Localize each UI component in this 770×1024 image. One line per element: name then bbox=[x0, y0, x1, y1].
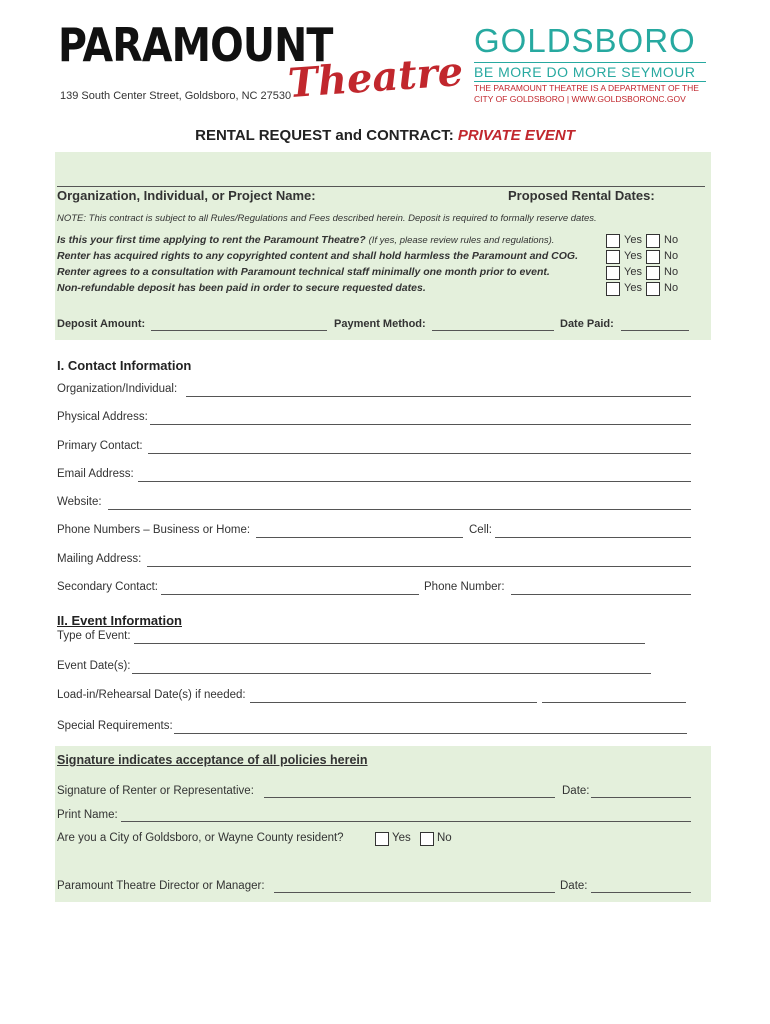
event-dates-field[interactable] bbox=[132, 673, 651, 674]
director-date-label: Date: bbox=[560, 880, 588, 892]
event-type-field[interactable] bbox=[134, 643, 645, 644]
director-signature-field[interactable] bbox=[274, 892, 555, 893]
q1-yes-label: Yes bbox=[624, 234, 642, 246]
load-in-label: Load-in/Rehearsal Date(s) if needed: bbox=[57, 689, 246, 701]
organization-field[interactable] bbox=[186, 396, 691, 397]
secondary-phone-field[interactable] bbox=[511, 594, 691, 595]
special-requirements-field[interactable] bbox=[174, 733, 687, 734]
email-field[interactable] bbox=[138, 481, 691, 482]
mailing-address-label: Mailing Address: bbox=[57, 553, 142, 565]
event-type-label: Type of Event: bbox=[57, 630, 131, 642]
payment-method-label: Payment Method: bbox=[334, 318, 426, 330]
q4-no-label: No bbox=[664, 282, 679, 294]
q3-yes-checkbox[interactable] bbox=[606, 266, 620, 280]
city-note bbox=[474, 83, 699, 104]
resident-yes-checkbox[interactable] bbox=[375, 832, 389, 846]
resident-question: Are you a City of Goldsboro, or Wayne County resident? bbox=[57, 832, 344, 844]
print-name-field[interactable] bbox=[121, 821, 691, 822]
cell-label: Cell: bbox=[469, 524, 493, 536]
q2-yes-checkbox[interactable] bbox=[606, 250, 620, 264]
q4-yes-checkbox[interactable] bbox=[606, 282, 620, 296]
contact-heading: I. Contact Information bbox=[57, 358, 192, 373]
q4-yes-label: Yes bbox=[624, 282, 642, 294]
organization-label: Organization/Individual: bbox=[57, 383, 178, 395]
proposed-dates-label: Proposed Rental Dates: bbox=[508, 188, 655, 203]
renter-signature-field[interactable] bbox=[264, 797, 555, 798]
physical-address-field[interactable] bbox=[150, 424, 691, 425]
phone-label: Phone Numbers – Business or Home: bbox=[57, 524, 251, 536]
mailing-address-field[interactable] bbox=[147, 566, 691, 567]
city-note-line-1: THE PARAMOUNT THEATRE IS A DEPARTMENT OF THE bbox=[474, 83, 699, 93]
title-main: RENTAL REQUEST and CONTRACT: bbox=[195, 127, 454, 144]
special-requirements-label: Special Requirements: bbox=[57, 720, 173, 732]
q3-no-label: No bbox=[664, 266, 679, 278]
city-tagline: BE MORE DO MORE SEYMOUR bbox=[474, 64, 696, 80]
signature-heading: Signature indicates acceptance of all policies herein bbox=[57, 753, 368, 767]
event-dates-label: Event Date(s): bbox=[57, 660, 131, 672]
secondary-phone-label: Phone Number: bbox=[424, 581, 505, 593]
print-name-label: Print Name: bbox=[57, 809, 118, 821]
website-label: Website: bbox=[57, 496, 102, 508]
secondary-contact-label: Secondary Contact: bbox=[57, 581, 159, 593]
org-name-label: Organization, Individual, or Project Name: bbox=[57, 188, 316, 203]
divider bbox=[474, 62, 706, 63]
q2-no-label: No bbox=[664, 250, 679, 262]
question-4: Non-refundable deposit has been paid in order to secure requested dates. bbox=[57, 282, 426, 294]
theatre-address: 139 South Center Street, Goldsboro, NC 27530 bbox=[60, 90, 292, 102]
email-label: Email Address: bbox=[57, 468, 134, 480]
q4-no-checkbox[interactable] bbox=[646, 282, 660, 296]
physical-address-label: Physical Address: bbox=[57, 411, 148, 423]
divider bbox=[474, 81, 706, 82]
question-1 bbox=[57, 234, 554, 246]
secondary-contact-field[interactable] bbox=[161, 594, 419, 595]
contract-note: NOTE: This contract is subject to all Rules/Regulations and Fees described herein. Deposit is required to formally reserve dates. bbox=[57, 213, 597, 224]
payment-method-field[interactable] bbox=[432, 330, 554, 331]
theatre-script-logo: Theatre bbox=[286, 47, 465, 108]
paramount-logo: PARAMOUNT bbox=[58, 18, 333, 72]
q3-no-checkbox[interactable] bbox=[646, 266, 660, 280]
q2-no-checkbox[interactable] bbox=[646, 250, 660, 264]
resident-yes-label: Yes bbox=[392, 832, 411, 844]
city-note-line-2: CITY OF GOLDSBORO | WWW.GOLDSBORONC.GOV bbox=[474, 93, 686, 104]
goldsboro-logo: GOLDSBORO bbox=[474, 22, 696, 59]
renter-date-label: Date: bbox=[562, 785, 590, 797]
question-2: Renter has acquired rights to any copyrighted content and shall hold harmless the Paramount and COG. bbox=[57, 250, 579, 262]
q1-no-label: No bbox=[664, 234, 679, 246]
signature-panel bbox=[55, 746, 711, 902]
deposit-amount-label: Deposit Amount: bbox=[57, 318, 146, 330]
director-label: Paramount Theatre Director or Manager: bbox=[57, 880, 265, 892]
primary-contact-field[interactable] bbox=[148, 453, 691, 454]
date-paid-label: Date Paid: bbox=[560, 318, 614, 330]
q1-yes-checkbox[interactable] bbox=[606, 234, 620, 248]
title-highlight: PRIVATE EVENT bbox=[457, 127, 575, 144]
director-date-field[interactable] bbox=[591, 892, 691, 893]
website-field[interactable] bbox=[108, 509, 691, 510]
org-name-line[interactable] bbox=[57, 186, 705, 187]
renter-signature-label: Signature of Renter or Representative: bbox=[57, 785, 254, 797]
question-1-text: Is this your first time applying to rent the Paramount Theatre? bbox=[57, 234, 366, 246]
load-in-field-2[interactable] bbox=[542, 702, 686, 703]
q3-yes-label: Yes bbox=[624, 266, 642, 278]
q1-no-checkbox[interactable] bbox=[646, 234, 660, 248]
deposit-amount-field[interactable] bbox=[151, 330, 327, 331]
question-3: Renter agrees to a consultation with Paramount technical staff minimally one month prior to event. bbox=[57, 266, 550, 278]
event-heading: II. Event Information bbox=[57, 613, 182, 628]
q2-yes-label: Yes bbox=[624, 250, 642, 262]
primary-contact-label: Primary Contact: bbox=[57, 440, 143, 452]
page-title bbox=[0, 127, 770, 144]
resident-no-checkbox[interactable] bbox=[420, 832, 434, 846]
question-1-hint: (If yes, please review rules and regulations). bbox=[368, 235, 555, 246]
phone-field[interactable] bbox=[256, 537, 463, 538]
rental-request-panel bbox=[55, 152, 711, 340]
renter-date-field[interactable] bbox=[591, 797, 691, 798]
resident-no-label: No bbox=[437, 832, 452, 844]
date-paid-field[interactable] bbox=[621, 330, 689, 331]
load-in-field[interactable] bbox=[250, 702, 537, 703]
cell-field[interactable] bbox=[495, 537, 691, 538]
